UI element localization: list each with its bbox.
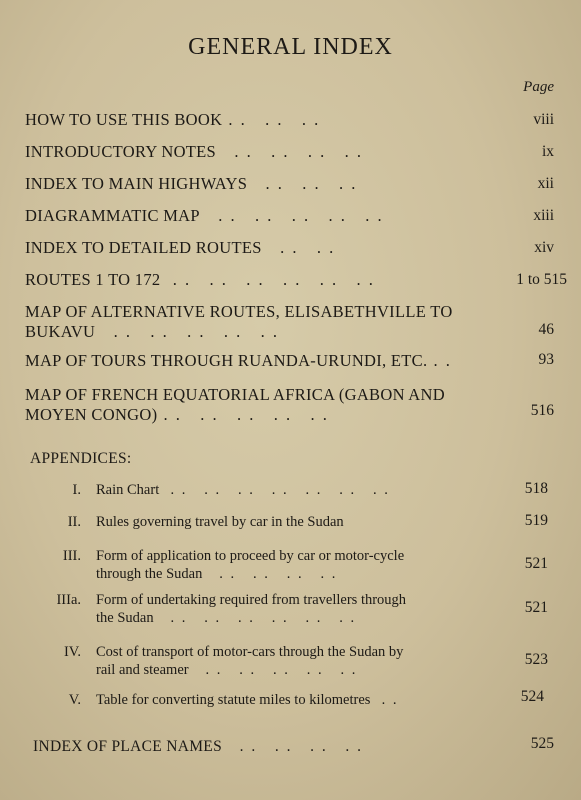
appendix-title: Table for converting statute miles to kilometres xyxy=(96,692,371,708)
index-entry xyxy=(25,302,453,342)
appendix-title: Cost of transport of motor-cars through the Sudan by xyxy=(96,644,404,660)
leader-dots: . . xyxy=(427,351,452,370)
appendix-number: III. xyxy=(62,548,81,564)
entry-label: HOW TO USE THIS BOOK xyxy=(25,110,223,129)
entry-page: 46 xyxy=(538,321,554,338)
appendix-page: 518 xyxy=(524,480,548,497)
entry-page: 516 xyxy=(530,402,554,419)
leader-dots: . . xyxy=(370,692,399,708)
index-entry xyxy=(33,738,363,756)
index-entry xyxy=(25,385,445,425)
appendix-number: IIIa. xyxy=(56,592,81,608)
appendix-number: V. xyxy=(68,692,81,708)
entry-page: viii xyxy=(533,111,554,128)
appendix-page: 519 xyxy=(524,512,548,529)
appendix-title-continuation: through the Sudan xyxy=(96,566,203,582)
appendix-title: Rain Chart xyxy=(96,482,160,498)
leader-dots: . . . . . . . . . . xyxy=(199,206,384,225)
entry-page: xiv xyxy=(534,239,554,256)
leader-dots: . . . . . . xyxy=(247,174,358,193)
appendix-title: Rules governing travel by car in the Sudan xyxy=(96,514,344,530)
leader-dots: . . . . . . . . xyxy=(202,566,338,582)
entry-label-continuation: MOYEN CONGO) xyxy=(25,405,158,424)
entry-label: ROUTES 1 TO 172 xyxy=(25,270,161,289)
entry-label-continuation: BUKAVU xyxy=(25,322,96,341)
appendix-page: 523 xyxy=(524,651,548,668)
appendix-title-continuation: the Sudan xyxy=(96,610,154,626)
entry-label: MAP OF FRENCH EQUATORIAL AFRICA (GABON AND xyxy=(25,385,445,404)
appendix-page: 521 xyxy=(524,599,548,616)
page-column-header: Page xyxy=(523,79,554,95)
entry-label: MAP OF ALTERNATIVE ROUTES, ELISABETHVILLE TO xyxy=(25,302,453,321)
leader-dots: . . . . . . . . . . . . xyxy=(160,270,375,289)
index-entry xyxy=(25,238,335,258)
entry-label: INDEX TO DETAILED ROUTES xyxy=(25,238,262,257)
appendix-title-continuation: rail and steamer xyxy=(96,662,189,678)
leader-dots: . . . . . . . . . . . . xyxy=(153,610,357,626)
entry-page: xiii xyxy=(533,207,554,224)
appendices-heading: APPENDICES: xyxy=(30,450,132,467)
appendix-page: 524 xyxy=(520,688,544,705)
entry-label: DIAGRAMMATIC MAP xyxy=(25,206,200,225)
leader-dots: . . . . . . . . . . xyxy=(157,405,329,424)
index-entry xyxy=(25,110,320,130)
leader-dots: . . . . . . . . . . . . . . xyxy=(159,482,390,498)
leader-dots: . . . . . . . . . . xyxy=(95,322,280,341)
entry-label: INDEX OF PLACE NAMES xyxy=(33,738,222,755)
leader-dots: . . . . . . . . . . xyxy=(188,662,358,678)
appendix-title: Form of undertaking required from travellers through xyxy=(96,592,407,608)
index-entry xyxy=(25,351,452,371)
leader-dots: . . . . . . xyxy=(222,110,321,129)
entry-label: MAP OF TOURS THROUGH RUANDA-URUNDI, ETC. xyxy=(25,351,428,370)
appendix-page: 521 xyxy=(524,555,548,572)
entry-label: INTRODUCTORY NOTES xyxy=(25,142,217,161)
index-entry xyxy=(25,174,357,194)
appendix-number: II. xyxy=(67,514,81,530)
leader-dots: . . . . . . . . xyxy=(216,142,364,161)
appendix-number: I. xyxy=(72,482,81,498)
appendix-title: Form of application to proceed by car or motor-cycle xyxy=(96,548,405,564)
leader-dots: . . . . xyxy=(261,238,336,257)
index-entry xyxy=(25,270,375,290)
entry-page: 525 xyxy=(530,735,554,752)
entry-page: xii xyxy=(537,175,554,192)
entry-page: 1 to 515 xyxy=(516,271,567,288)
appendix-number: IV. xyxy=(63,644,81,660)
index-entry xyxy=(25,142,363,162)
index-entry xyxy=(25,206,384,226)
entry-page: 93 xyxy=(538,351,554,368)
entry-page: ix xyxy=(541,143,554,160)
entry-label: INDEX TO MAIN HIGHWAYS xyxy=(25,174,248,193)
leader-dots: . . . . . . . . xyxy=(222,738,363,755)
page-title: GENERAL INDEX xyxy=(188,34,393,60)
